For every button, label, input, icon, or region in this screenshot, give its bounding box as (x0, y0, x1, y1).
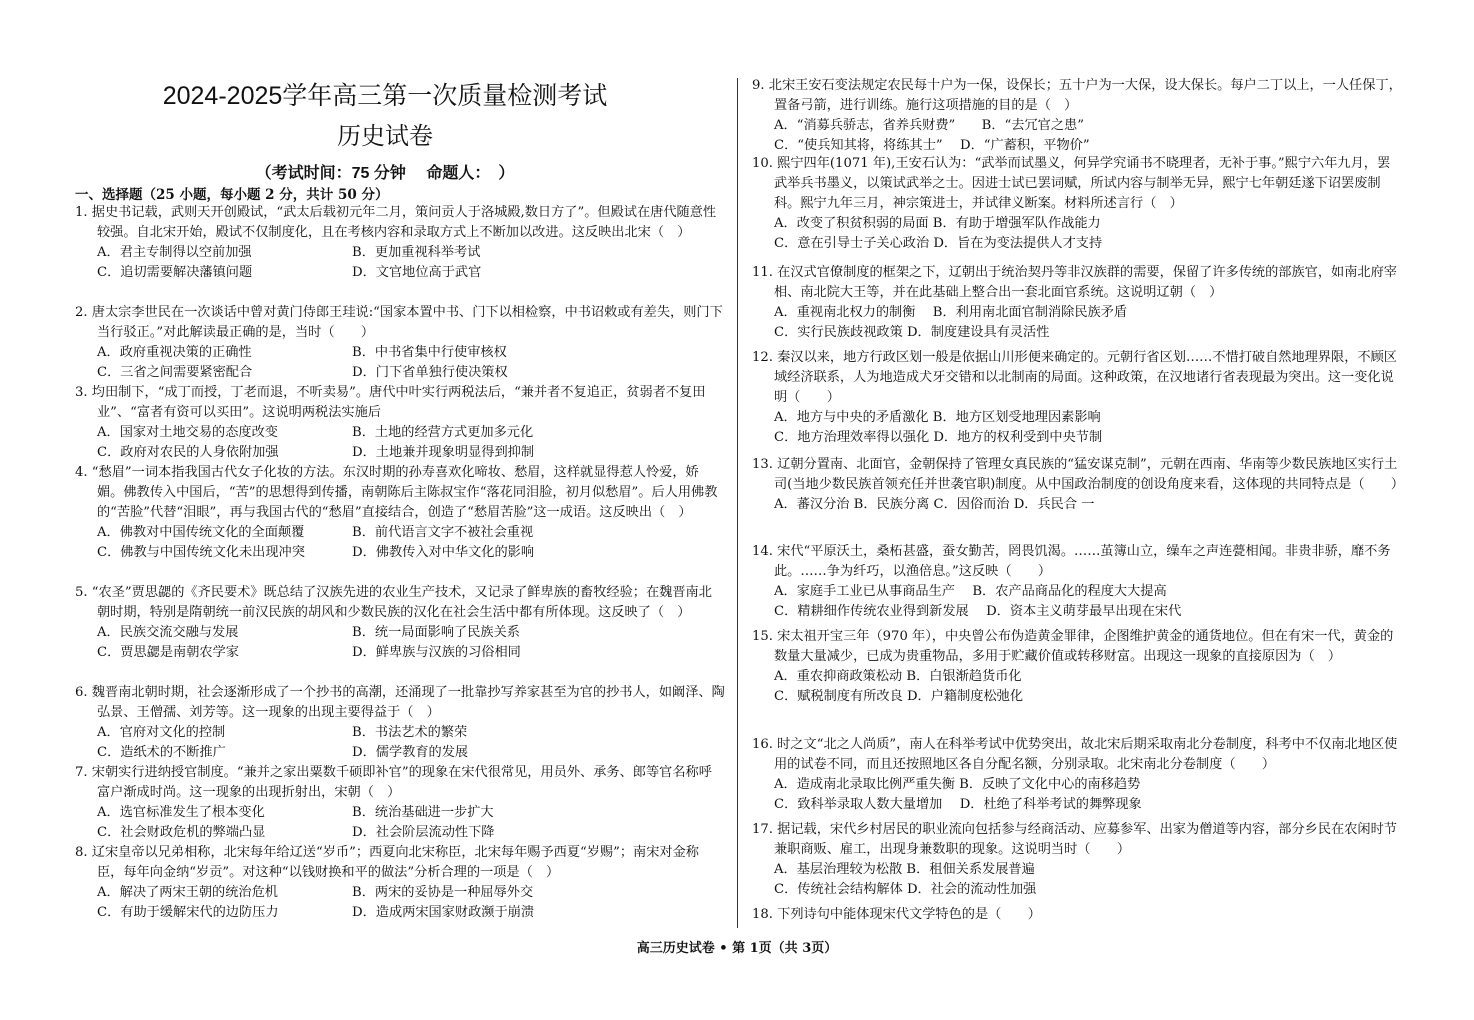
answer-option: A．改变了积贫积弱的局面 B．有助于增强军队作战能力 (774, 216, 1101, 231)
question-stem: 18. 下列诗句中能体现宋代文学特色的是（ ） (752, 907, 1041, 922)
question-18 (752, 905, 1402, 925)
answer-option: C．政府对农民的人身依附加强 (97, 445, 279, 460)
answer-option: A．官府对文化的控制 (97, 725, 226, 740)
answer-option: C．赋税制度有所改良 D．户籍制度松弛化 (774, 689, 1024, 704)
answer-option: D．土地兼并现象明显得到抑制 (352, 445, 535, 460)
answer-option: A．“消募兵骄志，省养兵财费” B．“去冗官之患” (774, 118, 1084, 133)
question-9 (752, 76, 1402, 156)
question-options (75, 423, 725, 463)
question-3 (75, 383, 725, 463)
question-stem: 1. 据史书记载，武则天开创殿试，“武太后载初元年二月，策问贡人于洛城殿,数日方了”。但殿试在唐代随意性较强。自北宋开始，殿试不仅制度化，且在考核内容和录取方式上不断加以改进。这反映出北宋（ ） (75, 205, 717, 240)
question-options (75, 523, 725, 563)
answer-option: D．鲜卑族与汉族的习俗相同 (352, 645, 521, 660)
answer-option: B．书法艺术的繁荣 (352, 725, 468, 740)
question-options (75, 343, 725, 383)
answer-option: D．儒学教育的发展 (352, 745, 469, 760)
question-2 (75, 303, 725, 383)
answer-option: B．统一局面影响了民族关系 (352, 625, 520, 640)
answer-option: C．造纸术的不断推广 (97, 745, 226, 760)
question-17 (752, 820, 1402, 900)
question-stem: 7. 宋朝实行进纳授官制度。“兼并之家出粟数千硕即补官”的现象在宋代很常见，用员外、承务、郎等官名称呼富户渐成时尚。这一现象的出现折射出，宋朝（ ） (75, 765, 712, 800)
question-4 (75, 463, 725, 563)
answer-option: C．三省之间需要紧密配合 (97, 365, 253, 380)
question-stem: 4. “愁眉”一词本指我国古代女子化妆的方法。东汉时期的孙寿喜欢化啼妆、愁眉，这样就显得惹人怜爱，娇媚。佛教传入中国后，“苦”的思想得到传播，南朝陈后主陈叔宝作“落花同泪脸，初月似愁眉”。后人用佛教的“苦脸”代替“泪眼”，再与我国古代的“愁眉”直接结合，创造了“愁眉苦脸”这一成语。这反映出（ ） (75, 465, 718, 520)
question-options (75, 723, 725, 763)
answer-option: C．有助于缓解宋代的边防压力 (97, 905, 279, 920)
question-11 (752, 263, 1402, 343)
answer-option: D．门下省单独行使决策权 (352, 365, 508, 380)
question-6 (75, 683, 725, 763)
answer-option: D．社会阶层流动性下降 (352, 825, 495, 840)
question-options (752, 495, 1402, 515)
answer-option: D．造成两宋国家财政濒于崩溃 (352, 905, 535, 920)
question-options (75, 803, 725, 843)
answer-option: B．两宋的妥协是一种屈辱外交 (352, 885, 534, 900)
answer-option: A．重农抑商政策松动 B．白银渐趋货币化 (774, 669, 1022, 684)
answer-option: A．解决了两宋王朝的统治危机 (97, 885, 278, 900)
answer-option: B．中书省集中行使审核权 (352, 345, 507, 360)
column-divider (737, 78, 738, 928)
page-footer: 高三历史试卷 • 第 1页（共 3页） (636, 941, 838, 956)
question-options (75, 623, 725, 663)
exam-info: （考试时间：75 分钟 命题人： ） (255, 165, 515, 182)
exam-title: 2024-2025学年高三第一次质量检测考试 (162, 82, 608, 110)
question-10 (752, 154, 1402, 254)
question-options (752, 582, 1402, 622)
answer-option: A．国家对土地交易的态度改变 (97, 425, 278, 440)
answer-option: A．家庭手工业已从事商品生产 B．农产品商品化的程度大大提高 (774, 584, 1167, 599)
question-options (752, 214, 1402, 254)
answer-option: C．意在引导士子关心政治 D．旨在为变法提供人才支持 (774, 236, 1103, 251)
question-options (752, 303, 1402, 343)
answer-option: A．政府重视决策的正确性 (97, 345, 252, 360)
question-stem: 3. 均田制下，“成丁而授，丁老而退，不听卖易”。唐代中叶实行两税法后，“兼并者不复追正，贫弱者不复田业”、“富者有资可以买田”。这说明两税法实施后 (75, 385, 706, 420)
answer-option: A．基层治理较为松散 B．租佃关系发展普遍 (774, 862, 1035, 877)
answer-option: C．“使兵知其将，将练其士” D．“广蓄积，平物价” (774, 138, 1090, 153)
question-8 (75, 843, 725, 923)
question-stem: 15. 宋太祖开宝三年（970 年），中央曾公布伪造黄金罪律，企图维护黄金的通货地位。但在有宋一代，黄金的数量大量减少，已成为贵重物品，多用于贮藏价值或转移财富。出现这一现象的直接原因为（ ） (752, 629, 1394, 664)
question-stem: 8. 辽宋皇帝以兄弟相称，北宋每年给辽送“岁币”；西夏向北宋称臣，北宋每年赐予西夏“岁赐”；南宋对金称臣，每年向金纳“岁贡”。对这种“以钱财换和平的做法”分析合理的一项是（ ） (75, 845, 699, 880)
question-stem: 6. 魏晋南北朝时期，社会逐渐形成了一个抄书的高潮，还涌现了一批靠抄写养家甚至为官的抄书人，如阚泽、陶弘景、王僧孺、刘芳等。这一现象的出现主要得益于（ ） (75, 685, 725, 720)
answer-option: D．佛教传入对中华文化的影响 (352, 545, 535, 560)
question-7 (75, 763, 725, 843)
question-stem: 17. 据记载，宋代乡村居民的职业流向包括参与经商活动、应募参军、出家为僧道等内容，部分乡民在农闲时节兼职商贩、雇工，出现身兼数职的现象。这说明当时（ ） (752, 822, 1397, 857)
answer-option: C．佛教与中国传统文化未出现冲突 (97, 545, 305, 560)
answer-option: A．重视南北权力的制衡 B．利用南北面官制消除民族矛盾 (774, 305, 1128, 320)
answer-option: A．君主专制得以空前加强 (97, 245, 252, 260)
question-stem: 14. 宋代“平原沃土，桑柘甚盛，蚕女勤苦，罔畏饥渴。……茧簿山立，缲车之声连甍相闻。非贵非骄，靡不务此。……争为纤巧，以渔倍息。”这反映（ ） (752, 544, 1391, 579)
question-stem: 13. 辽朝分置南、北面官，金朝保持了管理女真民族的“猛安谋克制”，元朝在西南、华南等少数民族地区实行土司(当地少数民族首领充任并世袭官职)制度。从中国政治制度的创设角度来看，这体现的共同特点是（ ） (752, 457, 1405, 492)
question-15 (752, 627, 1402, 707)
question-stem: 9. 北宋王安石变法规定农民每十户为一保，设保长；五十户为一大保，设大保长。每户二丁以上，一人任保丁，置备弓箭，进行训练。施行这项措施的目的是（ ） (752, 78, 1402, 113)
answer-option: C．精耕细作传统农业得到新发展 D．资本主义萌芽最早出现在宋代 (774, 604, 1182, 619)
answer-option: B．土地的经营方式更加多元化 (352, 425, 534, 440)
answer-option: C．传统社会结构解体 D．社会的流动性加强 (774, 882, 1037, 897)
question-stem: 16. 时之文“北之人尚质”，南人在科举考试中优势突出，故北宋后期采取南北分卷制度，科考中不仅南北地区使用的试卷不同，而且还按照地区各自分配名额，分别录取。北宋南北分卷制度（ ） (752, 737, 1398, 772)
question-options (75, 243, 725, 283)
question-16 (752, 735, 1402, 815)
answer-option: C．地方治理效率得以强化 D．地方的权利受到中央节制 (774, 430, 1103, 445)
answer-option: C．贾思勰是南朝农学家 (97, 645, 239, 660)
question-options (752, 667, 1402, 707)
answer-option: B．更加重视科举考试 (352, 245, 481, 260)
question-options (752, 116, 1402, 156)
answer-option: A．民族交流交融与发展 (97, 625, 239, 640)
answer-option: C．社会财政危机的弊端凸显 (97, 825, 266, 840)
answer-option: C．致科举录取人数大量增加 D．杜绝了科举考试的舞弊现象 (774, 797, 1142, 812)
answer-option: A．地方与中央的矛盾激化 B．地方区划受地理因素影响 (774, 410, 1101, 425)
question-1 (75, 203, 725, 283)
question-options (752, 775, 1402, 815)
question-options (752, 408, 1402, 448)
exam-subtitle: 历史试卷 (337, 122, 433, 150)
answer-option: D．文官地位高于武官 (352, 265, 482, 280)
question-options (75, 883, 725, 923)
question-13 (752, 455, 1405, 515)
answer-option: A．蕃汉分治 B．民族分离 C．因俗而治 D．兵民合 一 (774, 497, 1095, 512)
question-stem: 10. 熙宁四年(1071 年),王安石认为：“武举而试墨义，何异学究诵书不晓理者，无补于事。”熙宁六年九月，罢武举兵书墨义，以策试武举之士。因进士试已罢词赋，所试内容与制举无异，熙宁七年朝廷遂下诏罢废制科。熙宁九年三月，神宗策进士，并试律义断案。材料所述言行（ ） (752, 156, 1391, 211)
answer-option: B．前代语言文字不被社会重视 (352, 525, 534, 540)
answer-option: A．造成南北录取比例严重失衡 B．反映了文化中心的南移趋势 (774, 777, 1141, 792)
question-12 (752, 348, 1402, 448)
question-stem: 2. 唐太宗李世民在一次谈话中曾对黄门侍郎王珪说:“国家本置中书、门下以相检察，中书诏敕或有差失，则门下当行驳正。”对此解读最正确的是，当时（ ） (75, 305, 723, 340)
section-heading: 一、选择题（25 小题，每小题 2 分，共计 50 分） (75, 187, 389, 203)
answer-option: C．追切需要解决藩镇问题 (97, 265, 253, 280)
question-14 (752, 542, 1402, 622)
answer-option: A．选官标准发生了根本变化 (97, 805, 265, 820)
question-stem: 12. 秦汉以来，地方行政区划一般是依据山川形便来确定的。元朝行省区划……不惜打破自然地理界限，不顾区域经济联系，人为地造成犬牙交错和以北制南的局面。这种政策，在汉地诸行省表现最为突出。这一变化说明（ ） (752, 350, 1397, 405)
answer-option: A．佛教对中国传统文化的全面颠覆 (97, 525, 305, 540)
question-options (752, 860, 1402, 900)
question-stem: 11. 在汉式官僚制度的框架之下，辽朝出于统治契丹等非汉族群的需要，保留了许多传统的部族官，如南北府宰相、南北院大王等，并在此基础上整合出一套北面官系统。这说明辽朝（ ） (752, 265, 1397, 300)
question-stem: 5. “农圣”贾思勰的《齐民要术》既总结了汉族先进的农业生产技术，又记录了鲜卑族的畜牧经验；在魏晋南北朝时期，特别是隋朝统一前汉民族的胡风和少数民族的汉化在社会生活中都有所体现。这反映了（ ） (75, 585, 712, 620)
answer-option: C．实行民族歧视政策 D．制度建设具有灵活性 (774, 325, 1050, 340)
question-5 (75, 583, 725, 663)
answer-option: B．统治基础进一步扩大 (352, 805, 494, 820)
